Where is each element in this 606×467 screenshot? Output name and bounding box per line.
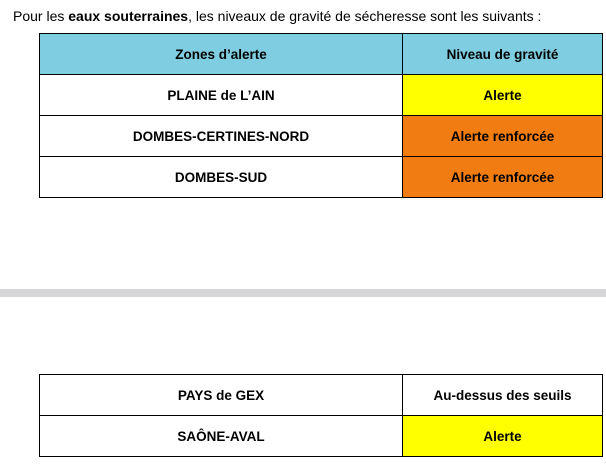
groundwater-gravity-table bbox=[39, 33, 603, 198]
level-cell: Alerte renforcée bbox=[403, 116, 603, 157]
zone-cell: PLAINE de L’AIN bbox=[40, 75, 403, 116]
level-cell: Au-dessus des seuils bbox=[403, 375, 603, 416]
intro-suffix: , les niveaux de gravité de sécheresse sont les suivants : bbox=[188, 8, 542, 24]
level-cell: Alerte bbox=[403, 75, 603, 116]
zone-cell: PAYS de GEX bbox=[40, 375, 403, 416]
header-zone: Zones d’alerte bbox=[40, 34, 403, 75]
level-cell: Alerte bbox=[403, 416, 603, 457]
header-level: Niveau de gravité bbox=[403, 34, 603, 75]
table-row bbox=[40, 75, 603, 116]
table-row bbox=[40, 416, 603, 457]
page-divider bbox=[0, 289, 606, 297]
table-row bbox=[40, 116, 603, 157]
level-cell: Alerte renforcée bbox=[403, 157, 603, 198]
table-row bbox=[40, 157, 603, 198]
zone-cell: DOMBES-SUD bbox=[40, 157, 403, 198]
zone-cell: SAÔNE-AVAL bbox=[40, 416, 403, 457]
groundwater-gravity-table-continued bbox=[39, 374, 603, 457]
intro-prefix: Pour les bbox=[13, 8, 69, 24]
intro-sentence bbox=[13, 8, 603, 24]
table-header-row bbox=[40, 34, 603, 75]
table-row bbox=[40, 375, 603, 416]
zone-cell: DOMBES-CERTINES-NORD bbox=[40, 116, 403, 157]
intro-emphasis: eaux souterraines bbox=[68, 8, 189, 24]
